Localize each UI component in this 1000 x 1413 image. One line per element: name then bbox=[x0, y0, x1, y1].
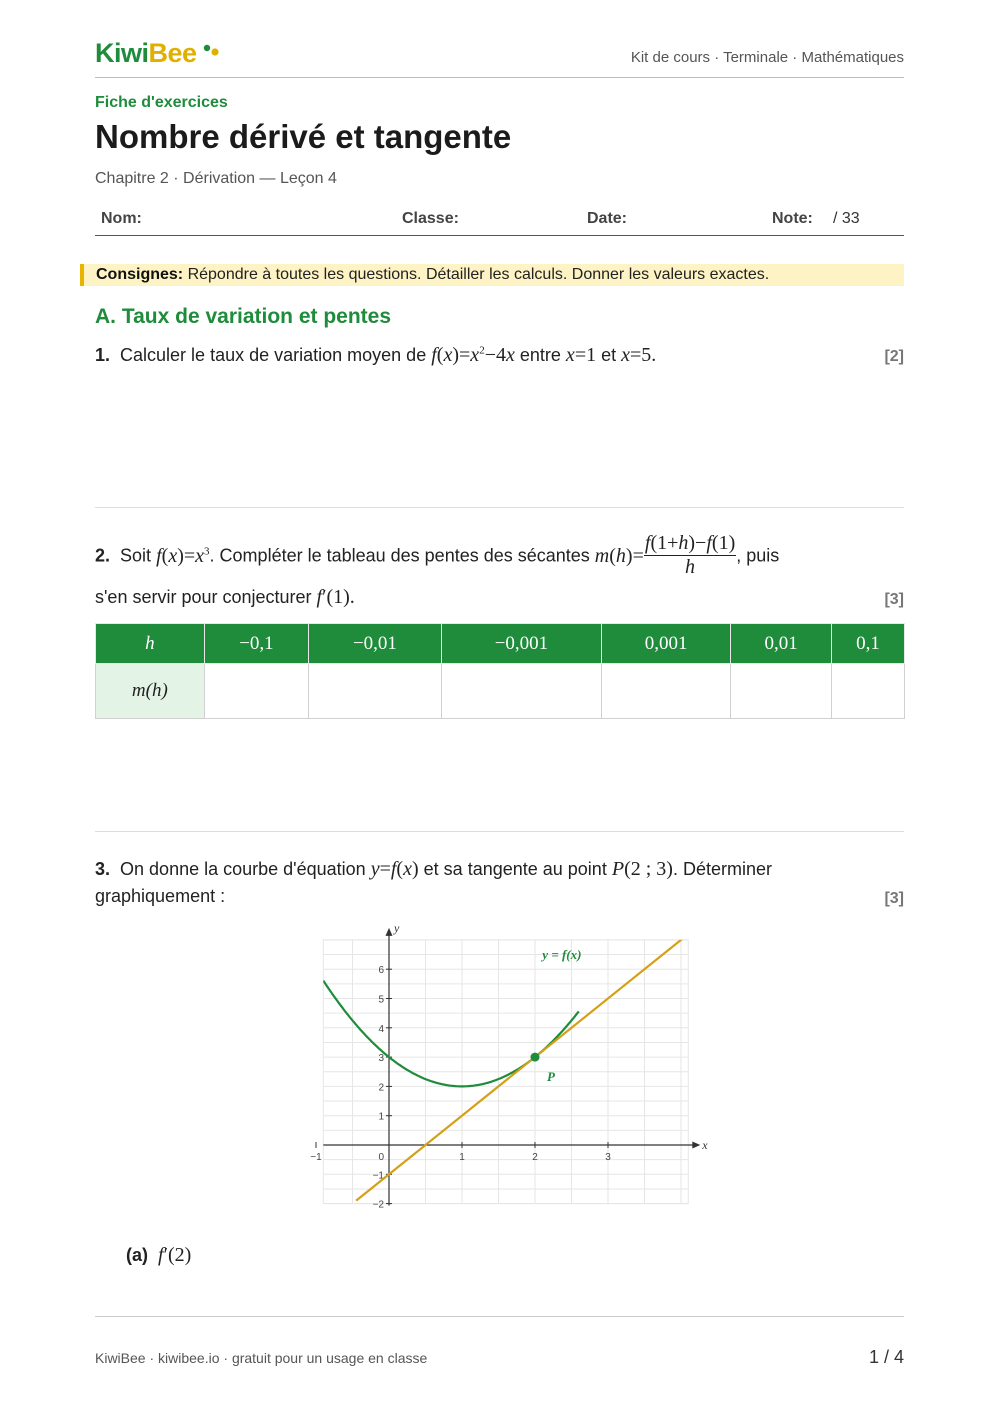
table-header-cell: −0,001 bbox=[441, 624, 602, 664]
instructions-banner bbox=[80, 264, 904, 286]
y-axis-label: y bbox=[394, 925, 400, 935]
section-heading-a: A. Taux de variation et pentes bbox=[95, 305, 392, 328]
question-3 bbox=[95, 858, 772, 881]
footer-divider bbox=[95, 1316, 904, 1317]
question-text: On donne la courbe d'équation bbox=[120, 859, 366, 879]
math-expression: x=5. bbox=[621, 344, 657, 366]
note-total: / 33 bbox=[833, 210, 860, 227]
question-text: , puis bbox=[736, 545, 780, 566]
function-curve bbox=[323, 981, 579, 1087]
table-header-cell: 0,1 bbox=[832, 624, 905, 664]
answer-cell[interactable] bbox=[832, 664, 905, 719]
points-badge: [3] bbox=[884, 890, 904, 907]
y-tick-label: 2 bbox=[378, 1082, 384, 1094]
x-tick-label: −1 bbox=[310, 1152, 322, 1163]
question-text: entre bbox=[519, 345, 561, 365]
x-tick-label: 1 bbox=[459, 1152, 465, 1163]
x-axis-arrow-icon bbox=[692, 1142, 700, 1149]
name-label: Nom: bbox=[101, 210, 142, 227]
kiwibee-logo: KiwiBee bbox=[95, 38, 197, 68]
table-header-cell: h bbox=[96, 624, 205, 664]
point-label: P bbox=[547, 1069, 555, 1085]
x-tick-label: 3 bbox=[605, 1152, 611, 1163]
answer-cell[interactable] bbox=[309, 664, 442, 719]
secant-slopes-table bbox=[95, 623, 905, 719]
question-number: 2. bbox=[95, 545, 111, 566]
question-text: Soit bbox=[120, 545, 152, 566]
logo-dots-icon bbox=[203, 44, 221, 58]
breadcrumb: Kit de cours · Terminale · Mathématiques bbox=[630, 49, 904, 66]
math-expression: m(h)= $\frac{f(1+h)-f(1)}{h}$ bbox=[594, 532, 736, 578]
question-text: . Compléter le tableau des pentes des sécantes bbox=[209, 545, 590, 566]
question-text: et bbox=[601, 345, 617, 365]
tangent-point bbox=[531, 1053, 540, 1062]
answer-separator bbox=[95, 507, 904, 508]
points-badge: [3] bbox=[884, 591, 904, 608]
question-2 bbox=[95, 534, 779, 580]
question-text: et sa tangente au point bbox=[423, 859, 607, 879]
y-tick-label: 4 bbox=[378, 1023, 384, 1035]
date-label: Date: bbox=[587, 210, 628, 227]
question-text: s'en servir pour conjecturer bbox=[95, 587, 312, 607]
table-header-row bbox=[96, 624, 905, 664]
math-expression: y=f(x) bbox=[370, 858, 419, 880]
page-title: Nombre dérivé et tangente bbox=[95, 118, 512, 155]
table-header-cell: −0,01 bbox=[309, 624, 442, 664]
answer-cell[interactable] bbox=[731, 664, 832, 719]
y-tick-label: 1 bbox=[378, 1111, 384, 1123]
math-expression: f′(2) bbox=[158, 1244, 192, 1266]
y-tick-label: 3 bbox=[378, 1053, 384, 1065]
question-number: 1. bbox=[95, 345, 111, 365]
sheet-kicker: Fiche d'exercices bbox=[95, 94, 228, 111]
y-tick-label: 6 bbox=[378, 965, 384, 977]
question-text: Calculer le taux de variation moyen de bbox=[120, 345, 427, 365]
question-1 bbox=[95, 344, 656, 367]
footer-credits: KiwiBee · kiwibee.io · gratuit pour un usage en classe bbox=[95, 1350, 428, 1366]
sub-question-label: (a) bbox=[126, 1245, 148, 1265]
table-header-cell: −0,1 bbox=[204, 624, 309, 664]
y-tick-label: 5 bbox=[378, 994, 384, 1006]
x-tick-label: 2 bbox=[532, 1152, 538, 1163]
table-row-label: m(h) bbox=[96, 664, 205, 719]
math-expression: x=1 bbox=[565, 344, 597, 366]
y-tick-label: −2 bbox=[372, 1199, 384, 1210]
origin-label: 0 bbox=[378, 1152, 384, 1163]
question-3-line-2: graphiquement : bbox=[95, 886, 226, 906]
page-header bbox=[95, 36, 904, 78]
curve-label: y = f(x) bbox=[542, 946, 582, 962]
table-header-cell: 0,001 bbox=[602, 624, 731, 664]
question-2-line-2 bbox=[95, 586, 355, 609]
y-tick-label: −1 bbox=[372, 1170, 384, 1182]
answer-cell[interactable] bbox=[602, 664, 731, 719]
answer-cell[interactable] bbox=[441, 664, 602, 719]
y-axis-arrow-icon bbox=[386, 928, 393, 936]
note-label: Note: bbox=[772, 210, 813, 227]
math-expression: f′(1). bbox=[316, 586, 355, 608]
points-badge: [2] bbox=[884, 348, 904, 365]
answer-cell[interactable] bbox=[204, 664, 309, 719]
function-tangent-graph bbox=[300, 925, 710, 1210]
instructions-text: Répondre à toutes les questions. Détailler les calculs. Donner les valeurs exactes. bbox=[183, 266, 770, 283]
class-label: Classe: bbox=[402, 210, 459, 227]
question-number: 3. bbox=[95, 859, 111, 879]
math-expression: $f(x)=x^3$ bbox=[156, 544, 210, 567]
table-row bbox=[96, 664, 905, 719]
question-text: . Déterminer bbox=[672, 859, 772, 879]
tangent-line bbox=[356, 934, 688, 1201]
math-expression: $f(x)=x^2-4x$ bbox=[431, 344, 515, 366]
instructions-label: Consignes: bbox=[96, 266, 184, 283]
math-expression: P(2 ; 3) bbox=[611, 858, 673, 880]
x-axis-label: x bbox=[702, 1138, 708, 1152]
page-number: 1 / 4 bbox=[868, 1347, 904, 1367]
table-header-cell: 0,01 bbox=[731, 624, 832, 664]
student-info-row bbox=[95, 203, 904, 236]
answer-separator bbox=[95, 831, 904, 832]
sub-question-a bbox=[126, 1244, 191, 1267]
page-subtitle: Chapitre 2 · Dérivation — Leçon 4 bbox=[95, 170, 337, 187]
